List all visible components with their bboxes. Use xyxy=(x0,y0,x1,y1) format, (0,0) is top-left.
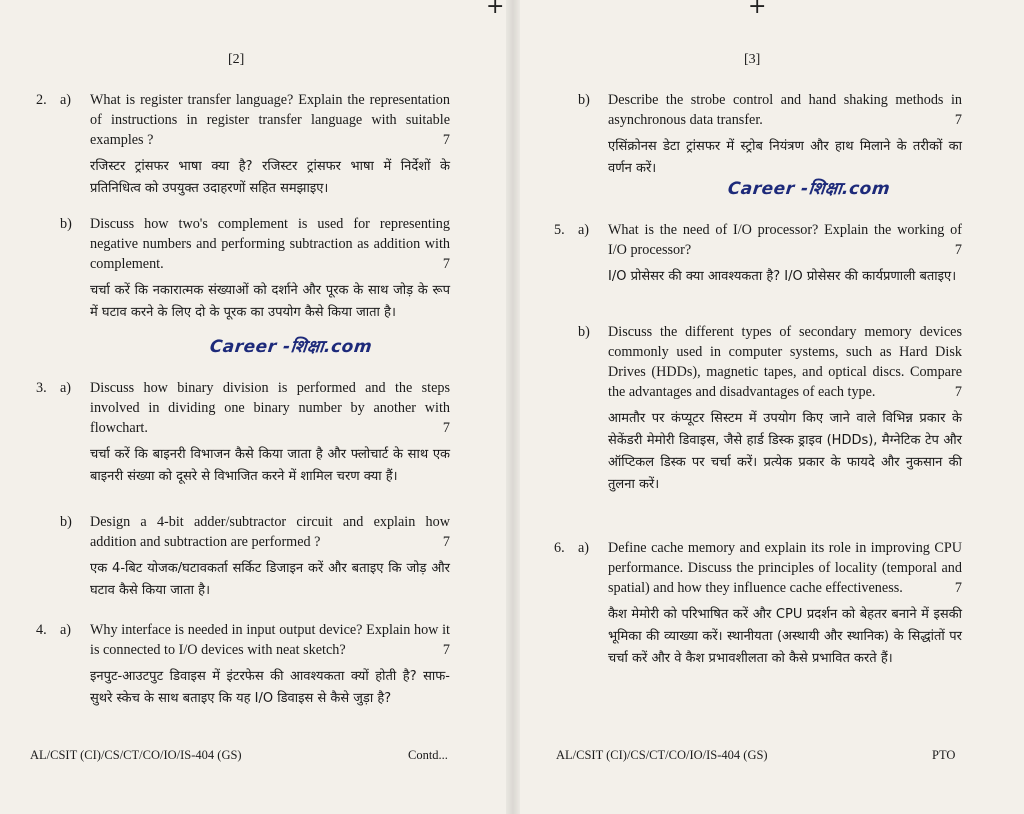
question-4a xyxy=(30,620,450,710)
question-6a xyxy=(548,538,962,670)
footer-paper-code: AL/CSIT (CI)/CS/CT/CO/IO/IS-404 (GS) xyxy=(30,748,242,762)
question-text-english: What is the need of I/O processor? Explain the working of I/O processor? 7 xyxy=(608,222,962,258)
page-number: [3] xyxy=(744,52,761,67)
question-text-english: What is register transfer language? Explain the representation of instructions in register transfer language with suitable examples ? 7 xyxy=(90,92,450,148)
question-text-english: Why interface is needed in input output device? Explain how it is connected to I/O devices with neat sketch? 7 xyxy=(90,622,450,658)
question-marks: 7 xyxy=(954,384,962,400)
question-number: 2. xyxy=(36,92,47,108)
footer-continued: Contd... xyxy=(408,748,448,762)
question-part: a) xyxy=(60,92,72,108)
question-number: 6. xyxy=(554,540,565,556)
question-number: 4. xyxy=(36,622,47,638)
question-part: b) xyxy=(60,514,72,530)
question-2a xyxy=(30,90,450,200)
question-part: b) xyxy=(60,216,72,232)
right-page xyxy=(548,0,962,814)
question-text-hindi: एसिंक्रोनस डेटा ट्रांसफर में स्ट्रोब नियंत्रण और हाथ मिलाने के तरीकों का वर्णन करें। xyxy=(608,139,962,176)
question-3a xyxy=(30,378,450,488)
question-text-hindi: I/O प्रोसेसर की क्या आवश्यकता है? I/O प्रोसेसर की कार्यप्रणाली बताइए। xyxy=(608,269,957,284)
footer-pto: PTO xyxy=(932,748,956,762)
left-page xyxy=(30,0,450,814)
question-5b xyxy=(548,322,962,496)
question-marks: 7 xyxy=(442,132,450,148)
question-text-hindi: एक 4-बिट योजक/घटावकर्ता सर्किट डिजाइन करें और बताइए कि जोड़ और घटाव कैसे किया जाता है। xyxy=(90,561,450,598)
question-marks: 7 xyxy=(954,242,962,258)
question-5a xyxy=(548,220,962,288)
question-text-hindi: रजिस्टर ट्रांसफर भाषा क्या है? रजिस्टर ट्रांसफर भाषा में निर्देशों के प्रतिनिधित्व को उपयुक्त उदाहरणों सहित समझाइए। xyxy=(90,159,450,196)
question-text-english: Discuss how two's complement is used for representing negative numbers and performing subtraction as addition with complement. 7 xyxy=(90,216,450,272)
question-part: a) xyxy=(60,622,72,638)
question-3b xyxy=(30,512,450,602)
question-marks: 7 xyxy=(954,580,962,596)
crop-mark-icon: + xyxy=(486,0,505,19)
question-number: 5. xyxy=(554,222,565,238)
question-text-english: Design a 4-bit adder/subtractor circuit and explain how addition and subtraction are performed ? 7 xyxy=(90,514,450,550)
scan-fold-shadow xyxy=(506,0,520,814)
crop-mark-icon: + xyxy=(748,0,767,19)
question-number: 3. xyxy=(36,380,47,396)
question-text-english: Describe the strobe control and hand shaking methods in asynchronous data transfer. 7 xyxy=(608,92,962,128)
question-text-hindi: कैश मेमोरी को परिभाषित करें और CPU प्रदर्शन को बेहतर बनाने में इसकी भूमिका की व्याख्या करें। स्थानीयता (अस्थायी और स्थानिक) के सिद्धांतों पर चर्चा करें और वे कैश प्रभावशीलता को कैसे प्रभावित करते हैं। xyxy=(608,607,962,666)
question-text-hindi: आमतौर पर कंप्यूटर सिस्टम में उपयोग किए जाने वाले विभिन्न प्रकार के सेकेंडरी मेमोरी डिवाइस, जैसे हार्ड डिस्क ड्राइव (HDDs), मैग्नेटिक टेप और ऑप्टिकल डिस्क पर चर्चा करें। प्रत्येक प्रकार के फायदे और नुकसान की तुलना करें। xyxy=(608,411,962,492)
question-marks: 7 xyxy=(954,112,962,128)
question-marks: 7 xyxy=(442,534,450,550)
question-part: b) xyxy=(578,92,590,108)
question-text-hindi: इनपुट-आउटपुट डिवाइस में इंटरफेस की आवश्यकता क्यों होती है? साफ-सुथरे स्केच के साथ बताइए कि यह I/O डिवाइस से कैसे जुड़ा है? xyxy=(90,669,450,706)
question-4b xyxy=(548,90,962,180)
footer-paper-code: AL/CSIT (CI)/CS/CT/CO/IO/IS-404 (GS) xyxy=(556,748,768,762)
question-part: b) xyxy=(578,324,590,340)
page-number: [2] xyxy=(228,52,245,67)
question-2b xyxy=(30,214,450,324)
question-part: a) xyxy=(578,222,590,238)
watermark-logo: Career -शिक्षा.com xyxy=(208,337,374,357)
question-text-english: Define cache memory and explain its role in improving CPU performance. Discuss the principles of locality (temporal and spatial) and how they influence cache effectiveness. 7 xyxy=(608,540,962,596)
question-marks: 7 xyxy=(442,420,450,436)
question-text-english: Discuss how binary division is performed and the steps involved in dividing one binary number by another with flowchart. 7 xyxy=(90,380,450,436)
watermark-logo: Career -शिक्षा.com xyxy=(726,179,892,199)
question-marks: 7 xyxy=(442,642,450,658)
question-text-english: Discuss the different types of secondary memory devices commonly used in computer systems, such as Hard Disk Drives (HDDs), magnetic tapes, and optical discs. Compare the advantages and disadvantages of each type. 7 xyxy=(608,324,962,400)
question-marks: 7 xyxy=(442,256,450,272)
question-part: a) xyxy=(60,380,72,396)
question-text-hindi: चर्चा करें कि नकारात्मक संख्याओं को दर्शाने और पूरक के साथ जोड़ के रूप में घटाव करने के लिए दो के पूरक का उपयोग कैसे किया जाता है। xyxy=(90,283,450,320)
question-part: a) xyxy=(578,540,590,556)
question-text-hindi: चर्चा करें कि बाइनरी विभाजन कैसे किया जाता है और फ्लोचार्ट के साथ एक बाइनरी संख्या को दूसरे से विभाजित करने में शामिल चरण क्या हैं। xyxy=(90,447,450,484)
